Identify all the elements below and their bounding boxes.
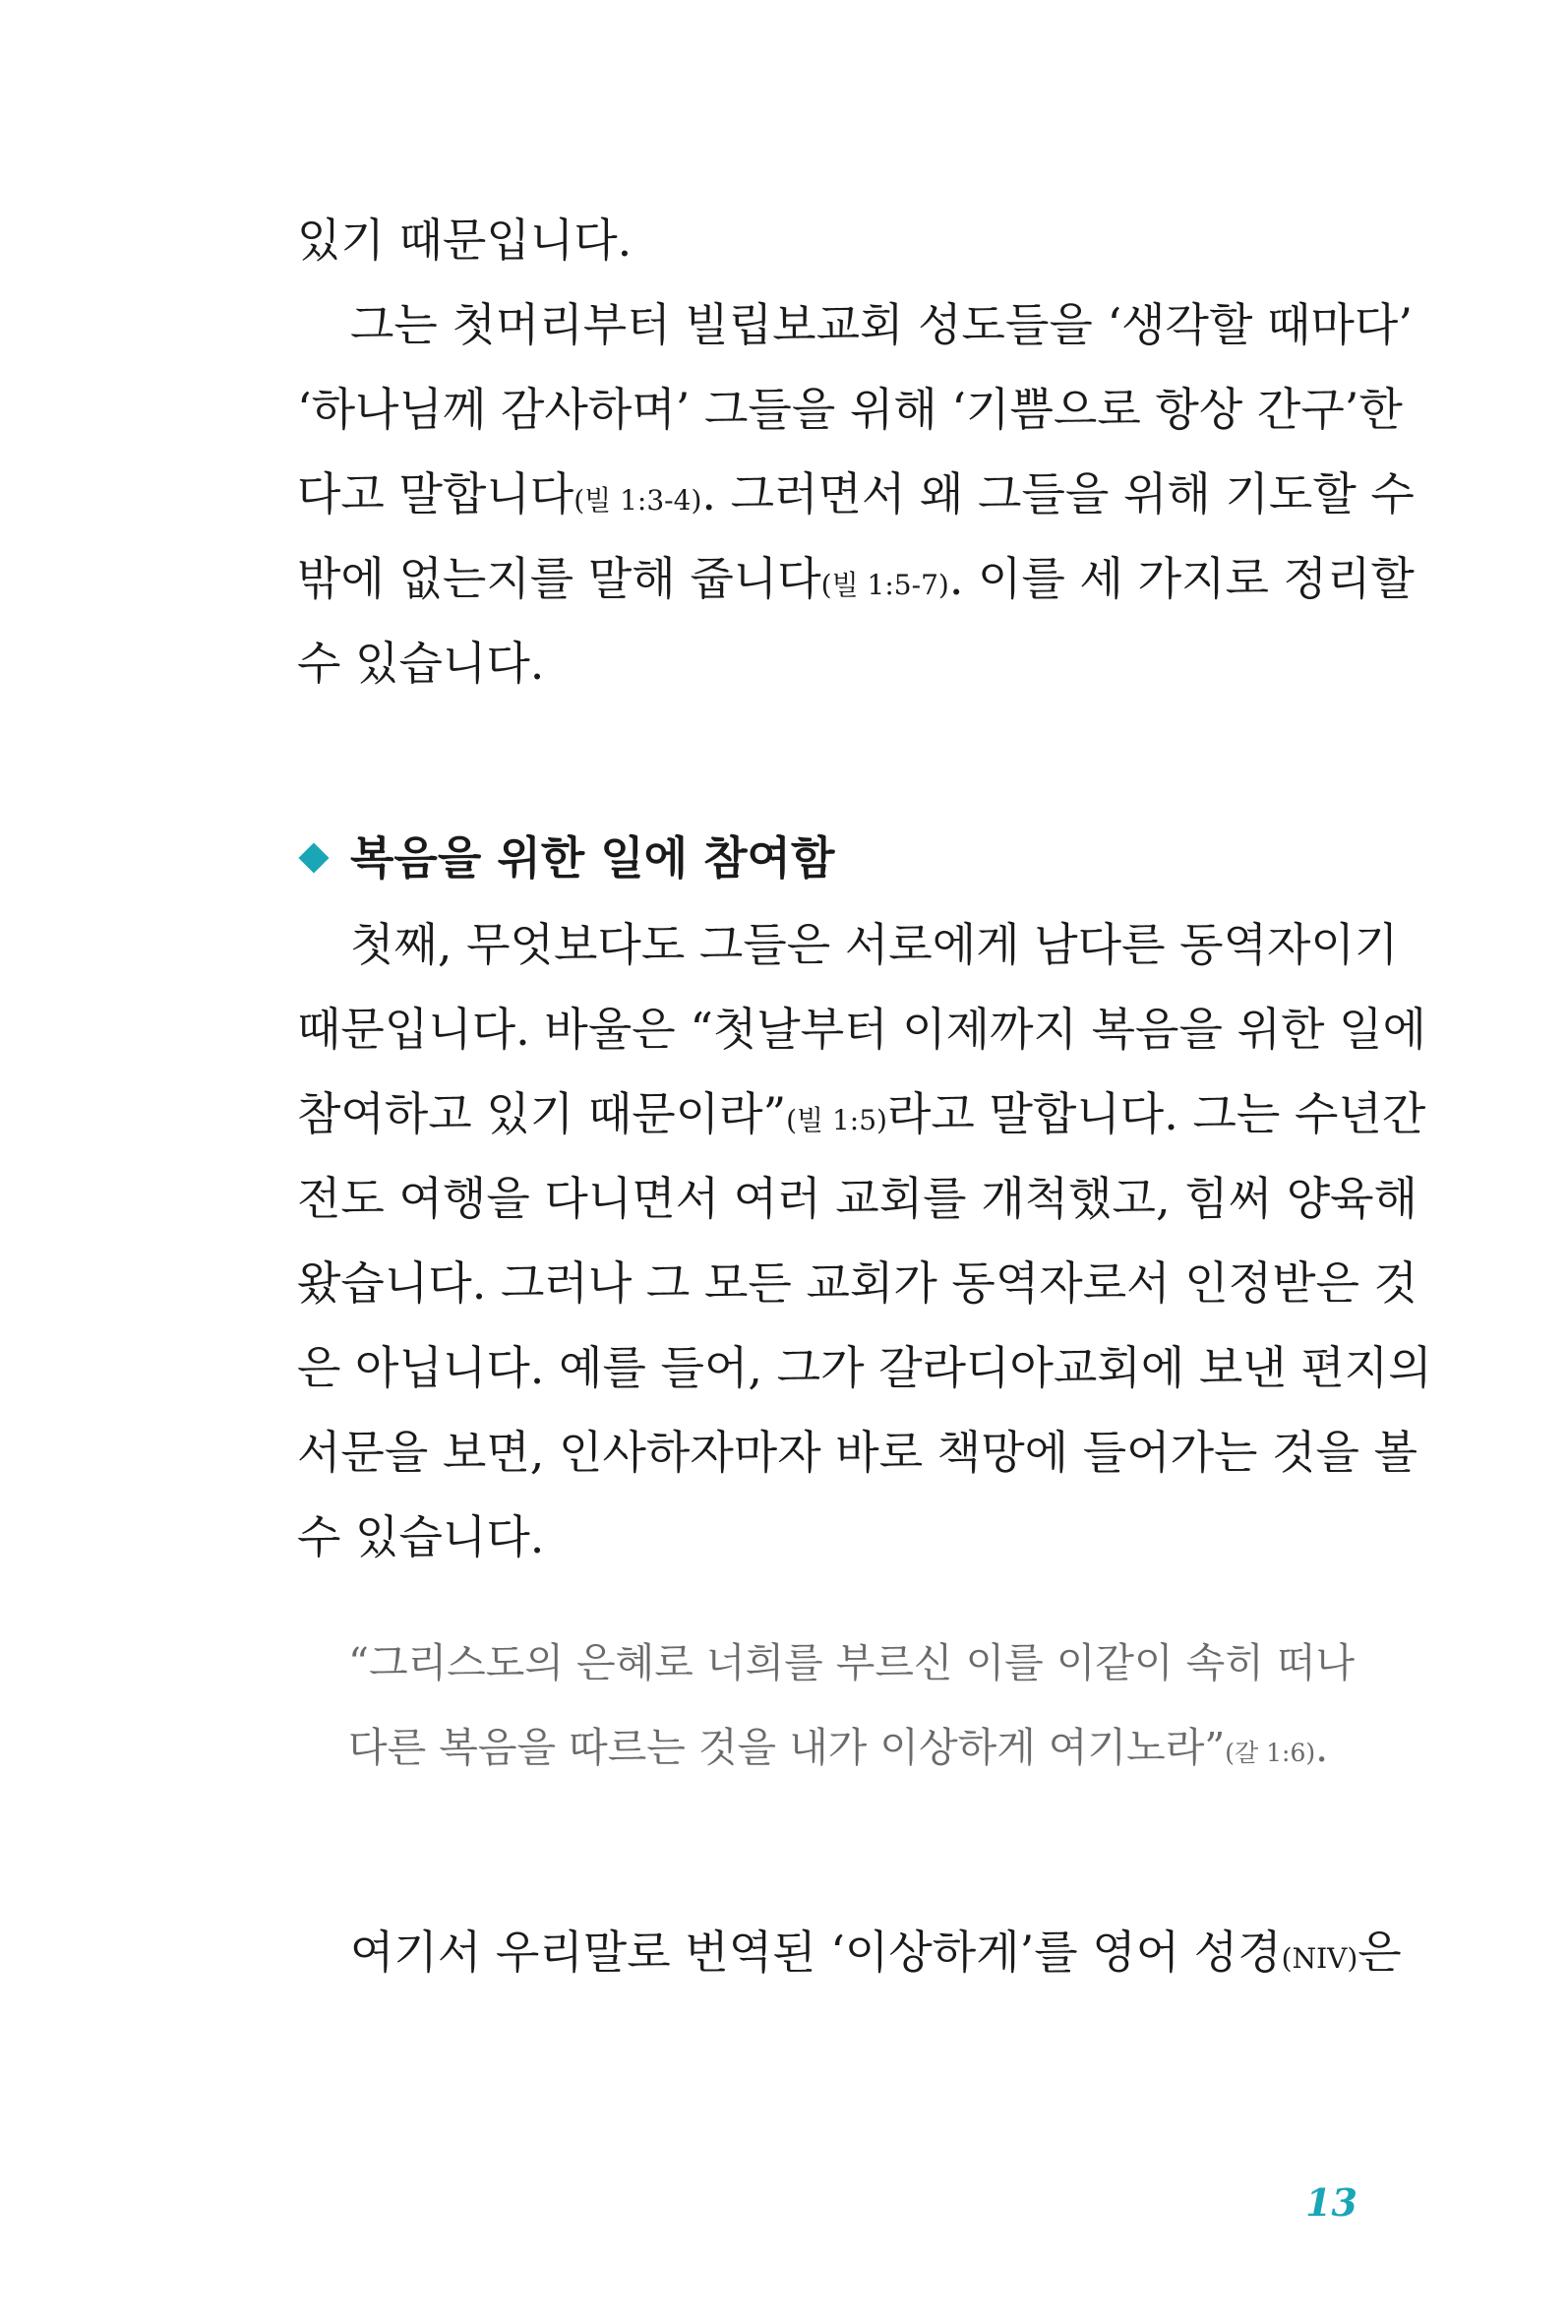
body-line: 왔습니다. 그러나 그 모든 교회가 동역자로서 인정받은 것 (297, 1256, 1418, 1310)
scripture-reference: (갈 1:6) (1225, 1739, 1316, 1767)
body-line (297, 1084, 1426, 1150)
version-reference: (NIV) (1281, 1942, 1358, 1975)
quote-text: 다른 복음을 따르는 것을 내가 이상하게 여기노라” (348, 1724, 1226, 1771)
body-line (350, 1923, 1402, 1988)
body-line: 때문입니다. 바울은 “첫날부터 이제까지 복음을 위한 일에 (297, 1003, 1426, 1056)
body-text: . 그러면서 왜 그들을 위해 기도할 수 (701, 467, 1415, 520)
body-line: 첫째, 무엇보다도 그들은 서로에게 남다른 동역자이기 (350, 918, 1399, 971)
body-text: 여기서 우리말로 번역된 ‘이상하게’를 영어 성경 (350, 1926, 1282, 1979)
page-number: 13 (1305, 2180, 1357, 2225)
quote-text: . (1315, 1724, 1329, 1771)
section-heading (297, 828, 834, 887)
body-line: 있기 때문입니다. (297, 214, 633, 267)
section-heading-text: 복음을 위한 일에 참여함 (350, 831, 835, 885)
body-line: 수 있습니다. (297, 1510, 545, 1563)
body-text: 밖에 없는지를 말해 줍니다 (297, 552, 821, 605)
body-line (297, 464, 1415, 530)
body-text: 은 (1357, 1926, 1402, 1979)
body-line: 수 있습니다. (297, 637, 545, 690)
body-line: 은 아닙니다. 예를 들어, 그가 갈라디아교회에 보낸 편지의 (297, 1341, 1432, 1394)
body-line: 그는 첫머리부터 빌립보교회 성도들을 ‘생각할 때마다’ (350, 298, 1413, 351)
diamond-bullet-icon (298, 842, 329, 873)
scripture-reference: (빌 1:5-7) (820, 569, 949, 601)
body-line: ‘하나님께 감사하며’ 그들을 위해 ‘기쁨으로 항상 간구’한 (297, 383, 1403, 436)
body-text: 다고 말합니다 (297, 467, 574, 520)
scripture-reference: (빌 1:5) (786, 1104, 887, 1136)
body-line: 서문을 보면, 인사하자마자 바로 책망에 들어가는 것을 볼 (297, 1426, 1418, 1479)
body-text: . 이를 세 가지로 정리할 (948, 552, 1415, 605)
body-line (297, 549, 1415, 615)
body-text: 라고 말합니다. 그는 수년간 (886, 1087, 1426, 1140)
quote-line (348, 1720, 1329, 1781)
quote-line: “그리스도의 은혜로 너희를 부르신 이를 이같이 속히 떠나 (348, 1639, 1356, 1686)
body-text: 참여하고 있기 때문이라” (297, 1087, 787, 1140)
scripture-reference: (빌 1:3-4) (573, 484, 702, 517)
body-line: 전도 여행을 다니면서 여러 교회를 개척했고, 힘써 양육해 (297, 1172, 1418, 1225)
